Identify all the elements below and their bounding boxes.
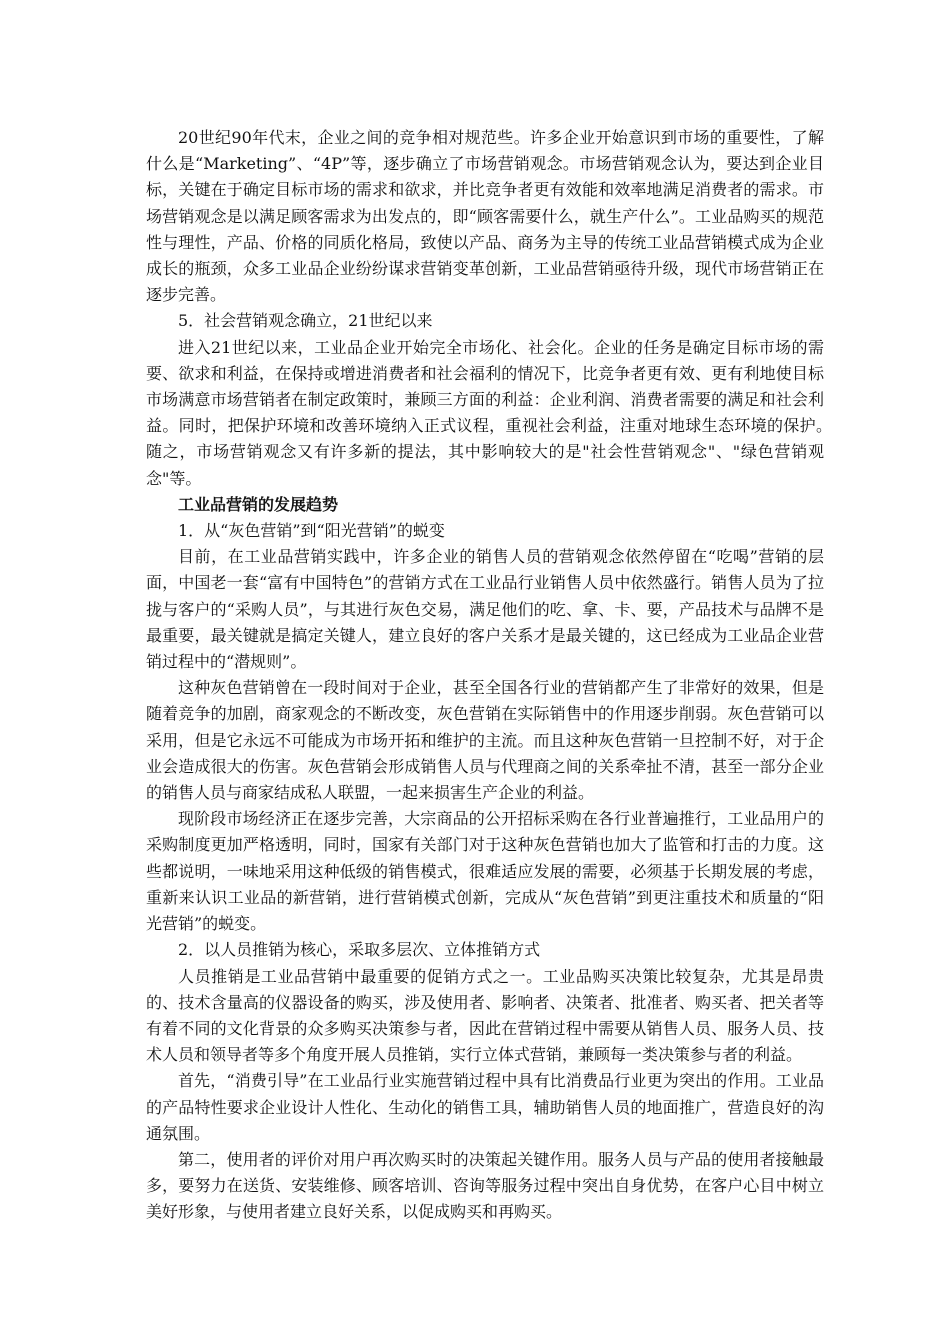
paragraph-consumption-guidance: 首先，“消费引导”在工业品行业实施营销过程中具有比消费品行业更为突出的作用。工业品的产品特性要求企业设计人性化、生动化的销售工具，辅助销售人员的地面推广，营造良好的沟通氛围。 — [146, 1071, 824, 1143]
paragraph-sunshine-marketing: 现阶段市场经济正在逐步完善，大宗商品的公开招标采购在各行业普遍推行，工业品用户的采购制度更加严格透明，同时，国家有关部门对于这种灰色营销也加大了监管和打击的力度。这些都说明，一味地采用这种低级的销售模式，很难适应发展的需要，必须基于长期发展的考虑，重新来认识工业品的新营销，进行营销模式创新，完成从“灰色营销”到更注重技术和质量的“阳光营销”的蜕变。 — [146, 809, 824, 934]
section-5-title: 5．社会营销观念确立，21世纪以来 — [178, 311, 433, 331]
trend-1-title: 1．从“灰色营销”到“阳光营销”的蜕变 — [178, 521, 445, 541]
paragraph-personal-selling: 人员推销是工业品营销中最重要的促销方式之一。工业品购买决策比较复杂，尤其是昂贵的、技术含量高的仪器设备的购买，涉及使用者、影响者、决策者、批准者、购买者、把关者等有着不同的文化背景的众多购买决策参与者，因此在营销过程中需要从销售人员、服务人员、技术人员和领导者等多个角度开展人员推销，实行立体式营销，兼顾每一类决策参与者的利益。 — [146, 966, 824, 1065]
trend-2-title: 2．以人员推销为核心，采取多层次、立体推销方式 — [178, 940, 541, 960]
paragraph-21st-century: 进入21世纪以来，工业品企业开始完全市场化、社会化。企业的任务是确定目标市场的需要、欲求和利益，在保持或增进消费者和社会福利的情况下，比竞争者更有效、更有利地使目标市场满意市场营销者在制定政策时，兼顾三方面的利益：企业利润、消费者需要的满足和社会利益。同时，把保护环境和改善环境纳入正式议程，重视社会利益，注重对地球生态环境的保护。 随之，市场营销观念又有许多新的提法，其中影响较大的是"社会性营销观念"、"绿色营销观念"等。 — [146, 337, 841, 488]
paragraph-grey-marketing-effects: 这种灰色营销曾在一段时间对于企业，甚至全国各行业的营销都产生了非常好的效果，但是随着竞争的加剧，商家观念的不断改变，灰色营销在实际销售中的作用逐步削弱。灰色营销可以采用，但是它永远不可能成为市场开拓和维护的主流。而且这种灰色营销一旦控制不好，对于企业会造成很大的伤害。灰色营销会形成销售人员与代理商之间的关系牵扯不清，甚至一部分企业的销售人员与商家结成私人联盟，一起来损害生产企业的利益。 — [146, 678, 824, 803]
paragraph-user-evaluation: 第二，使用者的评价对用户再次购买时的决策起关键作用。服务人员与产品的使用者接触最多，要努力在送货、安装维修、顾客培训、咨询等服务过程中突出自身优势，在客户心目中树立美好形象，与使用者建立良好关系，以促成购买和再购买。 — [146, 1149, 824, 1222]
paragraph-1990s-marketing: 20世纪90年代末，企业之间的竞争相对规范些。许多企业开始意识到市场的重要性，了解什么是“Marketing”、“4P”等，逐步确立了市场营销观念。市场营销观念认为，要达到企业目标，关键在于确定目标市场的需求和欲求，并比竞争者更有效能和效率地满足消费者的需求。市场营销观念是以满足顾客需求为出发点的，即“顾客需要什么，就生产什么”。工业品购买的规范性与理性，产品、价格的同质化格局，致使以产品、商务为主导的传统工业品营销模式成为企业成长的瓶颈，众多工业品企业纷纷谋求营销变革创新，工业品营销亟待升级，现代市场营销正在逐步完善。 — [146, 128, 824, 305]
document-body — [146, 125, 841, 1226]
paragraph-grey-marketing-current: 目前，在工业品营销实践中，许多企业的销售人员的营销观念依然停留在“吃喝”营销的层面，中国老一套“富有中国特色”的营销方式在工业品行业销售人员中依然盛行。销售人员为了拉拢与客户的“采购人员”，与其进行灰色交易，满足他们的吃、拿、卡、要，产品技术与品牌不是最重要，最关键就是搞定关键人，建立良好的客户关系才是最关键的，这已经成为工业品企业营销过程中的“潜规则”。 — [146, 547, 824, 672]
heading-development-trends: 工业品营销的发展趋势 — [178, 494, 339, 514]
